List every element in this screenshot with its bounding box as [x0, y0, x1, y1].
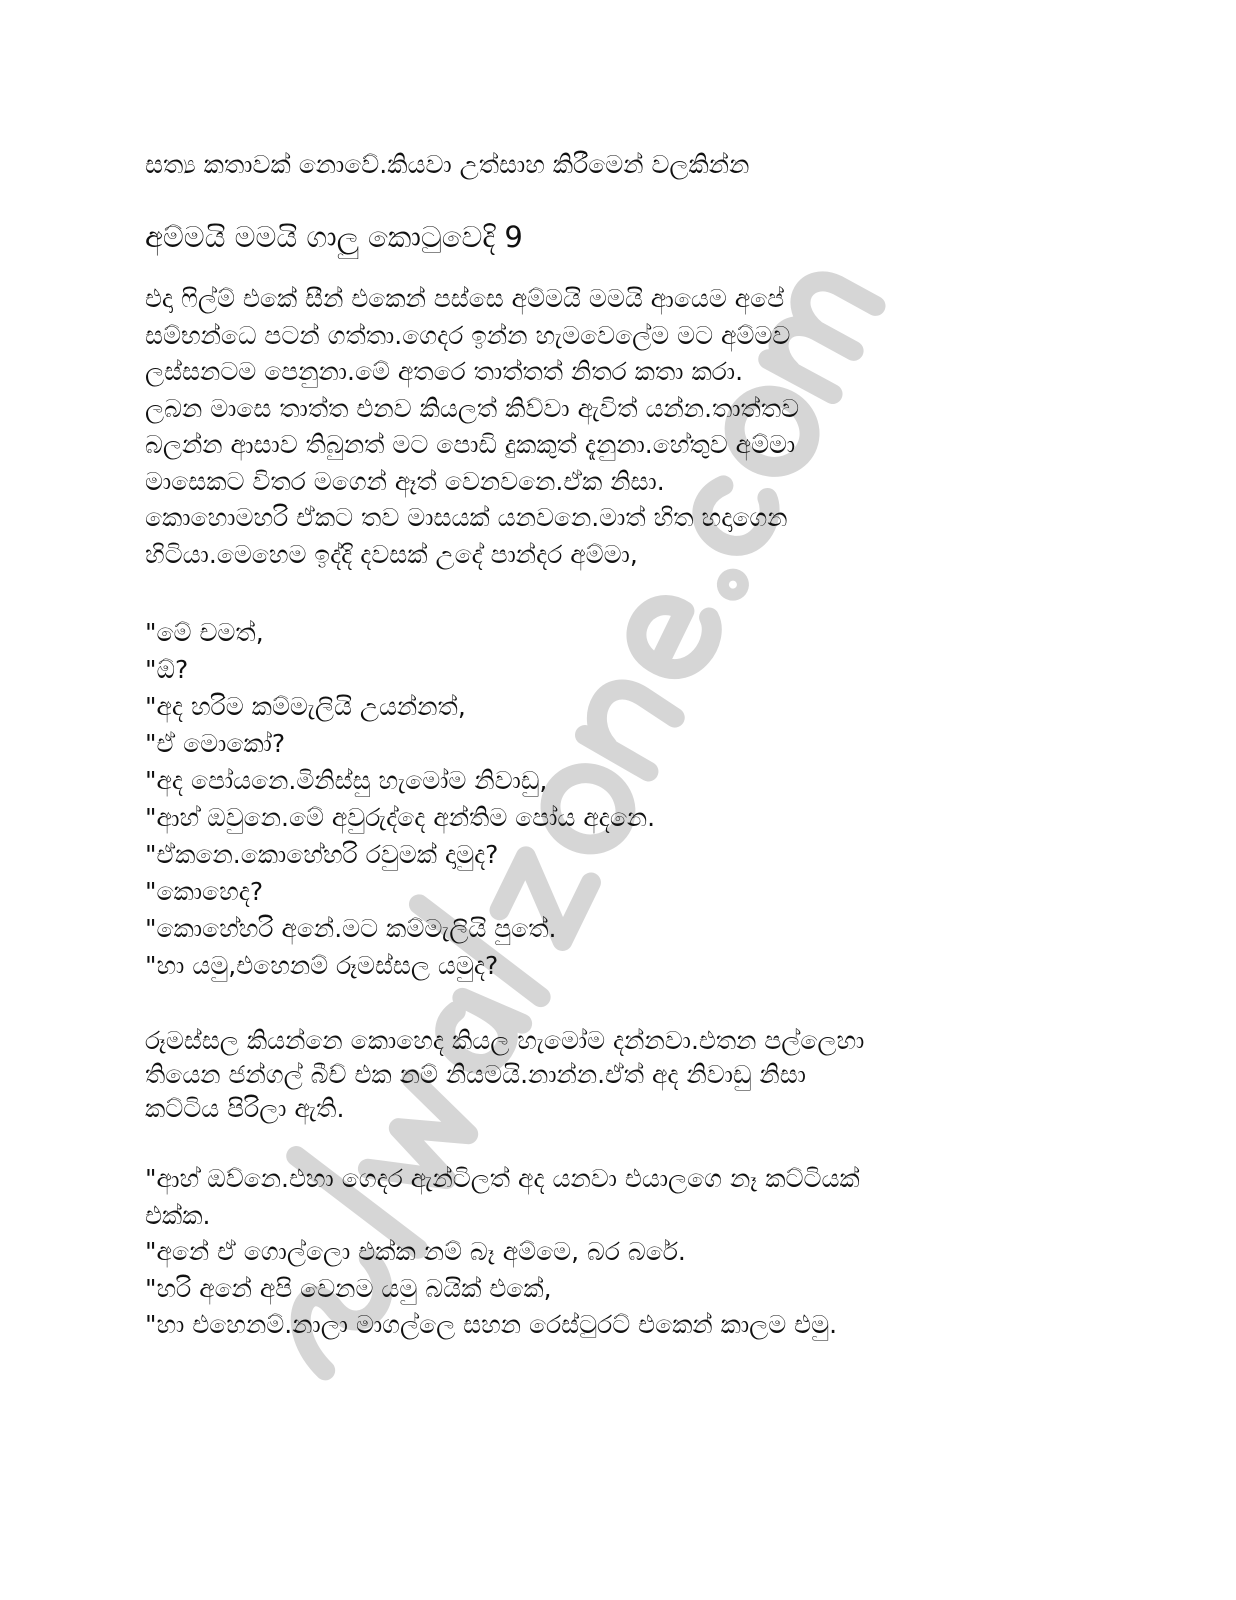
text-line: තියෙන ජන්ගල් බීච් එක නම් නියමයි.නාන්න.ඒත් අද නිවාඩු නිසා [145, 1060, 806, 1089]
text-line: "කොහේහරි අනේ.මට කම්මැලියි පුතේ. [145, 914, 557, 943]
text-line: සම්භන්ධෙ පටන් ගත්තා.ගෙදර ඉන්න හැමවෙලේම මට අම්මව [145, 320, 791, 350]
text-line: බලන්න ආසාව තිබුනත් මට පොඩි දුකකුත් දැනුනා.හේතුව අම්මා [145, 430, 796, 459]
disclaimer: සත්‍ය කතාවක් නොවේ.කියවා උත්සාහ කිරීමෙන් වලකින්න [145, 150, 750, 179]
text-line: "අද පෝයනෙ.මිනිස්සු හැමෝම නිවාඩු, [145, 766, 548, 795]
text-line: "හා යමු,එහෙනම් රූමස්සල යමුද? [145, 951, 499, 980]
text-line: "කොහෙද? [145, 877, 264, 906]
text-line: "අනේ ඒ ගොල්ලො එක්ක නම් බෑ අම්මෙ, බර බරේ. [145, 1237, 686, 1266]
text-line: "ඒ මොකෝ? [145, 729, 286, 758]
text-line: ලස්සනටම පෙනුනා.මේ අතරෙ තාත්තත් නිතර කතා කරා. [145, 357, 744, 386]
watermark-stroke [725, 577, 741, 593]
text-line: හිටියා.මෙහෙම ඉද්දි දවසක් උදේ පාන්දර අම්මා, [145, 539, 638, 569]
text-line: "ආහ් ඔවුනෙ.මේ අවුරුද්දෙ අන්තිම පෝය අදනෙ. [145, 803, 656, 832]
text-line: "හා එහෙනම්.නාලා මාගල්ලෙ සහන රෙස්ටුරට් එකෙන් කාලම එමු. [145, 1310, 838, 1339]
text-line: "ඒකනෙ.කොහේහරි රවුමක් දාමුද? [145, 840, 499, 869]
text-line: රූමස්සල කියන්නෙ කොහෙද කියල හැමෝම දන්නවා.එතන පල්ලෙහා [145, 1026, 865, 1055]
text-line: "ඕ? [145, 655, 189, 684]
text-line: කට්ටිය පිරිලා ඇති. [145, 1094, 345, 1123]
story-title: අම්මයි මමයි ගාලු කොටුවෙදි 9 [145, 220, 523, 254]
text-line: කොහොමහරි ඒකට තව මාසයක් යනවනෙ.මාත් හිත හදාගෙන [145, 503, 788, 532]
text-line: එක්ක. [145, 1200, 211, 1230]
text-line: "ආහ් ඔව්නෙ.එහා ගෙදර ඇන්ටිලත් අද යනවා එයාලගෙ නෑ කට්ටියක් [145, 1164, 860, 1193]
watermark-stroke [626, 591, 719, 681]
text-line: "මේ චමත්, [145, 618, 264, 647]
watermark-stroke [583, 681, 677, 772]
text-line: ලබන මාසෙ තාත්ත එනව කියලත් කිව්වා ඇවිත් යන්න.තාත්තව [145, 393, 800, 423]
text-line: "අද හරිම කම්මැලියි උයන්නත්, [145, 692, 466, 721]
text-line: එදා ෆිල්ම් එකේ සීන් එකෙන් පස්සෙ අම්මයි මමයි ආයෙම අපේ [145, 284, 785, 313]
text-line: මාසෙකට විතර මගෙන් ඈත් වෙනවනෙ.ඒක නිසා. [145, 466, 665, 496]
text-line: "හරි අනේ අපි වෙනම යමු බයික් එකේ, [145, 1273, 552, 1303]
